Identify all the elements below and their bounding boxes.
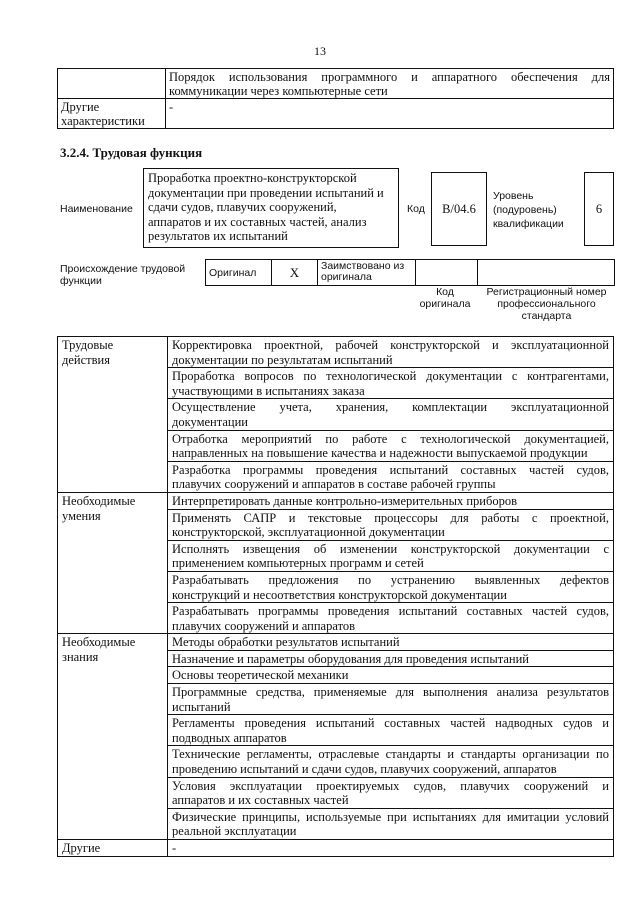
row-item — [168, 840, 614, 857]
text-line: Программные средства, применяемые для выполнения анализа результатов — [172, 685, 609, 700]
text-line: Регламенты проведения испытаний составных частей надводных судов и — [172, 716, 609, 731]
row-text: - — [166, 99, 614, 129]
name-label: Наименование — [60, 203, 133, 215]
qualification-level-box — [584, 172, 614, 246]
text-line: аппаратов и их составных частей, анализ — [148, 214, 367, 229]
text-line: проведению испытаний и сдачи судов, плавучих сооружений, аппаратов — [172, 762, 557, 777]
text-line: Уровень — [493, 190, 534, 202]
text-line: результатов их испытаний — [148, 229, 288, 243]
text-line: Проработка проектно-конструкторской — [148, 171, 357, 185]
text-line: документации по результатам испытаний — [172, 352, 393, 367]
row-item — [168, 430, 614, 461]
table-row — [58, 634, 614, 651]
row-item — [168, 715, 614, 746]
text-line: конструкций и несоответствия конструкторской документации — [172, 587, 507, 602]
row-item — [168, 399, 614, 430]
text-line: Технические регламенты, отраслевые стандарты и стандарты организации по — [172, 747, 609, 762]
row-item — [168, 684, 614, 715]
text-line: аппаратов и их составных частей — [172, 793, 349, 808]
text-line: Код — [436, 286, 454, 298]
function-code-box — [431, 172, 487, 246]
text-line: подводных аппаратов — [172, 730, 287, 745]
registration-number-caption — [478, 286, 615, 322]
row-group-label — [58, 634, 168, 840]
original-label: Оригинал — [206, 260, 272, 286]
function-name-box — [143, 168, 399, 248]
top-table — [57, 68, 614, 129]
text-line: Осуществление учета, хранения, комплектации эксплуатационной — [172, 400, 609, 415]
text-line: Исполнять извещения об изменении конструкторской документации с — [172, 541, 609, 556]
text-line: Интерпретировать данные контрольно-измерительных приборов — [172, 493, 517, 508]
text-line: оригинала — [419, 298, 471, 310]
text-line: коммуникации через компьютерные сети — [169, 84, 388, 98]
qualification-level: 6 — [595, 202, 603, 216]
code-label: Код — [407, 203, 425, 215]
table-row — [58, 69, 614, 99]
text-line: реальной эксплуатации — [172, 824, 297, 839]
text-line: умения — [62, 508, 101, 523]
text-line: - — [172, 841, 177, 855]
text-line: испытаний — [172, 699, 231, 714]
text-line: Другие — [62, 841, 101, 855]
text-line: Корректировка проектной, рабочей конструкторской и эксплуатационной — [172, 338, 609, 352]
table-row — [206, 260, 615, 286]
section-heading: 3.2.4. Трудовая функция — [60, 145, 203, 160]
page-number: 13 — [314, 44, 326, 58]
text-line: Разрабатывать программы проведения испытаний составных частей судов, — [172, 604, 609, 619]
row-label: Другие характеристики — [58, 99, 166, 129]
text-line: Методы обработки результатов испытаний — [172, 635, 400, 650]
row-item — [168, 337, 614, 368]
table-row — [58, 492, 614, 509]
text-line: стандарта — [521, 310, 572, 322]
main-table — [57, 336, 614, 857]
origin-label — [60, 263, 185, 287]
text-line: (подуровень) — [493, 204, 557, 216]
row-item — [168, 808, 614, 839]
row-item — [168, 603, 614, 634]
text-line: сдачи судов, плавучих сооружений, — [148, 200, 337, 214]
row-item — [168, 667, 614, 684]
text-line: плавучих сооружений и аппаратов в составе рабочей группы — [172, 477, 496, 492]
row-item — [168, 368, 614, 399]
row-label — [58, 69, 166, 99]
text-line: действия — [62, 352, 110, 367]
row-item — [168, 634, 614, 651]
text-line: Необходимые — [62, 635, 136, 650]
text-line: Разработка программы проведения испытаний составных частей судов, — [172, 462, 609, 477]
text-line: Разрабатывать предложения по устранению выявленных дефектов — [172, 572, 609, 587]
row-item — [168, 461, 614, 492]
row-item — [168, 540, 614, 571]
text-line: направленных на повышение качества и надежности выпускаемой продукции — [172, 446, 588, 461]
text-line: Основы теоретической механики — [172, 668, 349, 683]
text-line: Проработка вопросов по технологической документации с контрагентами, — [172, 369, 609, 384]
text-line: участвующими в испытаниях заказа — [172, 383, 365, 398]
function-code: B/04.6 — [442, 202, 476, 216]
text-line: Заимствовано из — [321, 260, 405, 272]
text-line: Отработка мероприятий по работе с технологической документацией, — [172, 431, 609, 446]
text-line: Физические принципы, используемые при испытаниях для имитации условий — [172, 809, 609, 824]
borrowed-label — [318, 260, 416, 286]
text-line: документации — [172, 414, 248, 429]
level-label — [493, 189, 564, 231]
text-line: конструкторской, эксплуатационной документации — [172, 525, 445, 540]
original-code-cell — [416, 260, 478, 286]
table-row — [58, 99, 614, 129]
row-item — [168, 746, 614, 777]
text-line: функции — [60, 275, 102, 287]
text-line: Происхождение трудовой — [60, 263, 186, 275]
text-line: профессионального — [497, 298, 596, 310]
text-line: плавучих сооружений и аппаратов — [172, 618, 356, 633]
table-row — [58, 337, 614, 368]
text-line: документации при проведении испытаний и — [148, 185, 384, 200]
row-group-label — [58, 337, 168, 493]
row-item — [168, 650, 614, 667]
text-line: применением компьютерных программ и сетей — [172, 556, 424, 571]
text-line: квалификации — [493, 218, 564, 230]
text-line: Трудовые — [62, 338, 114, 352]
origin-table — [205, 259, 615, 286]
row-group-label — [58, 840, 168, 857]
table-row — [58, 840, 614, 857]
text-line: Условия эксплуатации проектируемых судов, плавучих сооружений и — [172, 778, 609, 793]
row-item — [168, 509, 614, 540]
row-item — [168, 492, 614, 509]
row-group-label — [58, 492, 168, 633]
text-line: знания — [62, 649, 99, 664]
text-line: Порядок использования программного и аппаратного обеспечения для — [169, 70, 610, 84]
registration-number-cell — [478, 260, 615, 286]
original-code-caption — [414, 286, 476, 310]
text-line: оригинала — [321, 271, 372, 283]
row-item — [168, 571, 614, 602]
text-line: Применять САПР и текстовые процессоры для работы с проектной, — [172, 510, 609, 525]
text-line: Необходимые — [62, 493, 136, 508]
row-text — [166, 69, 614, 99]
text-line: Назначение и параметры оборудования для проведения испытаний — [172, 651, 529, 666]
original-mark: X — [272, 260, 318, 286]
text-line: Регистрационный номер — [486, 286, 607, 298]
row-item — [168, 777, 614, 808]
